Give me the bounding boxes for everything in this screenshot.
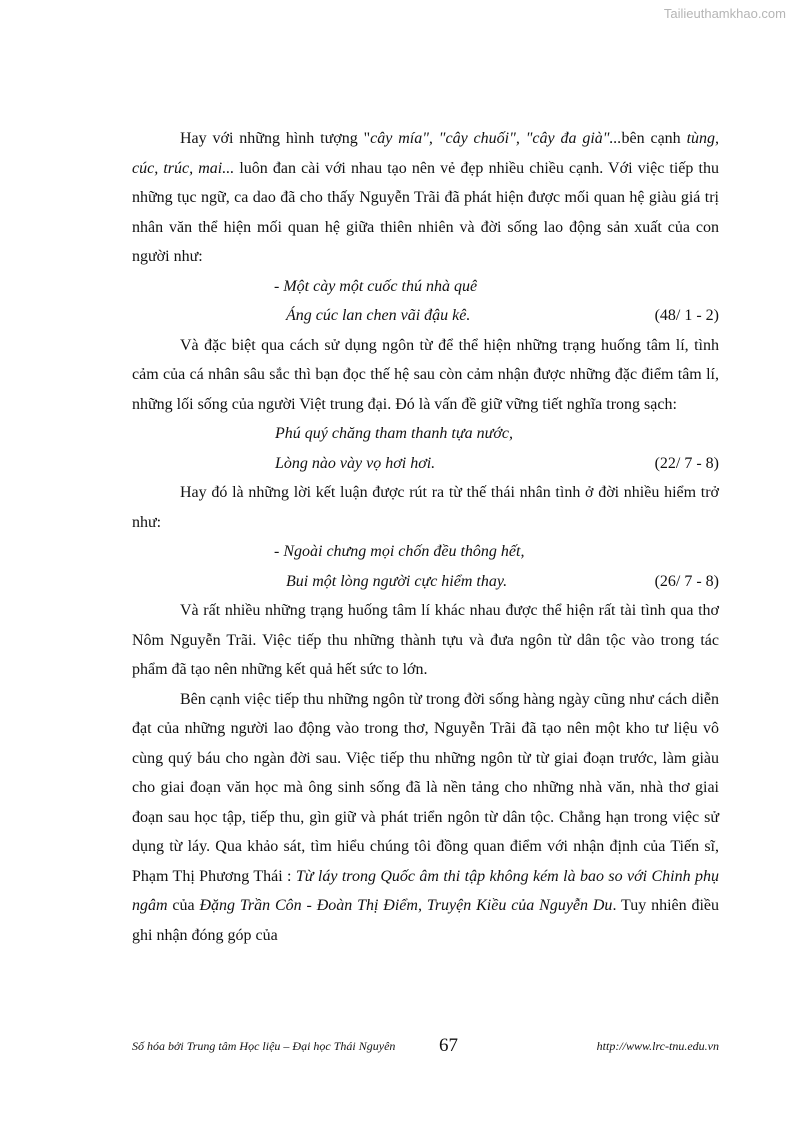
paragraph-1: Hay với những hình tượng "cây mía", "cây chuối", "cây đa già"...bên cạnh tùng, cúc, trúc, mai... luôn đan cài với nhau tạo nên vẻ đẹp nhiều chiều cạnh. Với việc tiếp thu những tục ngữ, ca dao đã cho thấy Nguyễn Trãi đã phát hiện được mối quan hệ giàu giá trị nhân văn thể hiện mối quan hệ giữa thiên nhiên và đời sống lao động sản xuất của con người như: — [132, 130, 720, 265]
verse-1-line-2: Áng cúc lan chen vãi đậu kê. (48/ 1 - 2) — [132, 301, 719, 331]
verse-2-line-1: Phú quý chăng tham thanh tựa nước, — [275, 425, 513, 442]
paragraph-4: Và rất nhiều những trạng huống tâm lí khác nhau được thể hiện rất tài tình qua thơ Nôm Nguyễn Trãi. Việc tiếp thu những thành tựu và đưa ngôn từ dân tộc vào trong tác phẩm đã tạo nên những kết quả hết sức to lớn. — [132, 602, 719, 678]
paragraph-5: Bên cạnh việc tiếp thu những ngôn từ trong đời sống hàng ngày cũng như cách diễn đạt của những người lao động vào trong thơ, Nguyễn Trãi đã tạo nên một kho tư liệu vô cùng quý báu cho ngàn đời sau. Việc tiếp thu những ngôn từ từ giai đoạn trước, làm giàu cho giai đoạn văn học mà ông sinh sống đã là nền tảng cho những nhà văn, nhà thơ giai đoạn sau học tập, tiếp thu, gìn giữ và phát triển ngôn từ dân tộc. Chẳng hạn trong việc sử dụng từ láy. Qua khảo sát, tìm hiểu chúng tôi đồng quan điểm với nhận định của Tiến sĩ, Phạm Thị Phương Thái : Từ láy trong Quốc âm thi tập không kém là bao so với Chinh phụ ngâm của Đặng Trần Côn - Đoàn Thị Điểm, Truyện Kiều của Nguyễn Du. Tuy nhiên điều ghi nhận đóng góp của — [132, 690, 720, 944]
page-footer — [132, 1035, 719, 1065]
watermark: Tailieuthamkhao.com — [663, 6, 786, 21]
verse-1-line-1: - Một cày một cuốc thú nhà quê — [274, 277, 478, 295]
document-body — [132, 124, 719, 950]
verse-3-line-2: Bui một lòng người cực hiểm thay. (26/ 7 - 8) — [132, 567, 719, 597]
paragraph-3: Hay đó là những lời kết luận được rút ra từ thế thái nhân tình ở đời nhiều hiểm trở như: — [132, 484, 719, 531]
verse-2-line-2: Lòng nào vày vọ hơi hơi. (22/ 7 - 8) — [132, 449, 719, 479]
verse-3-line-1: - Ngoài chưng mọi chốn đều thông hết, — [274, 543, 525, 560]
footer-url: http://www.lrc-tnu.edu.vn — [596, 1039, 719, 1053]
verse-1-reference: (48/ 1 - 2) — [654, 307, 719, 324]
footer-source: Số hóa bởi Trung tâm Học liệu – Đại học Thái Nguyên — [132, 1039, 396, 1053]
page-number: 67 — [439, 1035, 458, 1056]
verse-3-reference: (26/ 7 - 8) — [654, 572, 719, 590]
verse-2-reference: (22/ 7 - 8) — [654, 454, 719, 472]
paragraph-2: Và đặc biệt qua cách sử dụng ngôn từ để thể hiện những trạng huống tâm lí, tình cảm của cá nhân sâu sắc thì bạn đọc thế hệ sau còn cảm nhận được những đặc điểm tâm lí, những lối sống của người Việt trung đại. Đó là vấn đề giữ vững tiết nghĩa trong sạch: — [132, 336, 719, 413]
